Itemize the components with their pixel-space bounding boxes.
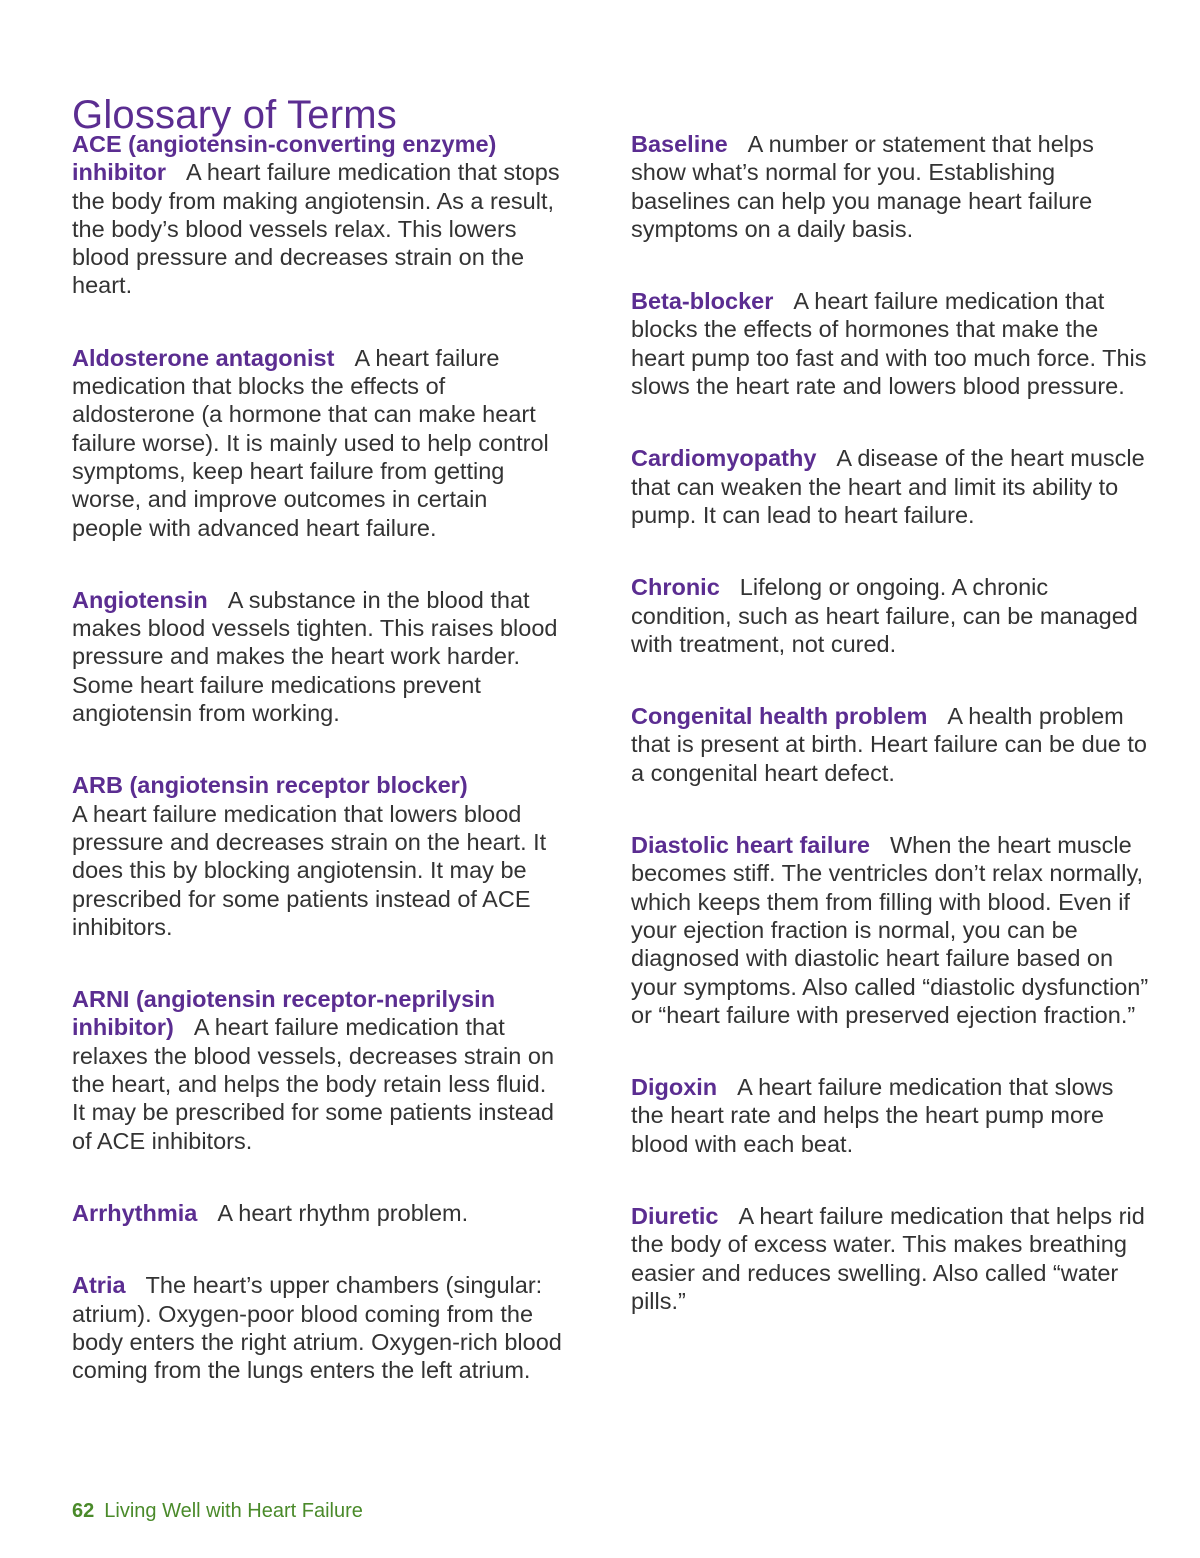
glossary-column-left [72,130,562,1428]
glossary-entry [72,1271,562,1384]
glossary-entry [631,702,1151,787]
glossary-entry [72,985,562,1155]
page-footer [72,1500,363,1523]
glossary-term: ACE (angiotensin-converting enzyme) inhibitor [72,131,497,186]
glossary-term: Diastolic heart failure [631,832,870,859]
glossary-definition: A heart failure medication that blocks the effects of aldosterone (a hormone that can make heart failure worse). It is mainly used to help control symptoms, keep heart failure from getting worse, and improve outcomes in certain people with advanced heart failure. [72,344,549,541]
glossary-term: Beta-blocker [631,288,774,315]
glossary-entry [631,573,1151,658]
glossary-entry [631,1202,1151,1315]
glossary-entry [631,287,1151,400]
glossary-definition: A health problem that is present at birth. Heart failure can be due to a congenital heart defect. [631,703,1147,786]
glossary-column-right [631,130,1151,1359]
glossary-term: Digoxin [631,1074,718,1101]
glossary-term: Chronic [631,574,720,601]
glossary-definition: A heart failure medication that helps rid the body of excess water. This makes breathing easier and reduces swelling. Also called “water pills.” [631,1203,1145,1314]
glossary-term: Atria [72,1272,126,1299]
glossary-definition: A heart failure medication that relaxes the blood vessels, decreases strain on the heart, and helps the body retain less fluid. It may be prescribed for some patients instead of ACE inhibitors. [72,1014,555,1154]
glossary-term: Congenital health problem [631,703,928,730]
glossary-definition: A heart failure medication that stops the body from making angiotensin. As a result, the body’s blood vessels relax. This lowers blood pressure and decreases strain on the heart. [72,159,560,299]
glossary-definition: A heart rhythm problem. [217,1199,469,1226]
glossary-entry [72,1199,562,1227]
glossary-term: ARB (angiotensin receptor blocker) [72,772,468,799]
glossary-term: Aldosterone antagonist [72,344,335,371]
glossary-definition: The heart’s upper chambers (singular: atrium). Oxygen-poor blood coming from the body enters the right atrium. Oxygen-rich blood coming from the lungs enters the left atrium. [72,1272,562,1384]
glossary-term: Arrhythmia [72,1199,198,1226]
glossary-definition: A substance in the blood that makes blood vessels tighten. This raises blood pressure and makes the heart work harder. Some heart failure medications prevent angiotensin from working. [72,586,558,727]
glossary-entry [72,586,562,727]
glossary-definition: Lifelong or ongoing. A chronic condition, such as heart failure, can be managed with treatment, not cured. [631,574,1138,657]
glossary-term: Diuretic [631,1203,719,1230]
glossary-definition: A number or statement that helps show what’s normal for you. Establishing baselines can help you manage heart failure symptoms on a daily basis. [631,131,1094,242]
glossary-entry [72,130,562,300]
glossary-definition: A disease of the heart muscle that can weaken the heart and limit its ability to pump. It can lead to heart failure. [631,445,1145,528]
glossary-entry [631,130,1151,243]
glossary-entry [72,344,562,542]
glossary-term: ARNI (angiotensin receptor-neprilysin inhibitor) [72,986,496,1041]
glossary-term: Angiotensin [72,586,208,613]
page-title: Glossary of Terms [72,92,397,137]
glossary-term: Baseline [631,131,728,157]
glossary-entry [631,831,1151,1029]
glossary-definition: A heart failure medication that lowers blood pressure and decreases strain on the heart. It does this by blocking angiotensin. It may be prescribed for some patients instead of ACE inhibitors. [72,800,547,940]
glossary-entry [631,1073,1151,1158]
book-title: Living Well with Heart Failure [104,1500,363,1522]
glossary-entry [72,771,562,941]
glossary-term: Cardiomyopathy [631,445,817,472]
glossary-entry [631,444,1151,529]
glossary-definition: A heart failure medication that blocks the effects of hormones that make the heart pump too fast and with too much force. This slows the heart rate and lowers blood pressure. [631,288,1147,400]
glossary-definition: When the heart muscle becomes stiff. The ventricles don’t relax normally, which keeps them from filling with blood. Even if your ejection fraction is normal, you can be diagnosed with diastolic heart failure based on your symptoms. Also called “diastolic dysfunction” or “heart failure with preserved ejection fraction.” [631,832,1149,1028]
page-number: 62 [72,1500,95,1522]
glossary-definition: A heart failure medication that slows the heart rate and helps the heart pump more blood with each beat. [631,1074,1114,1157]
